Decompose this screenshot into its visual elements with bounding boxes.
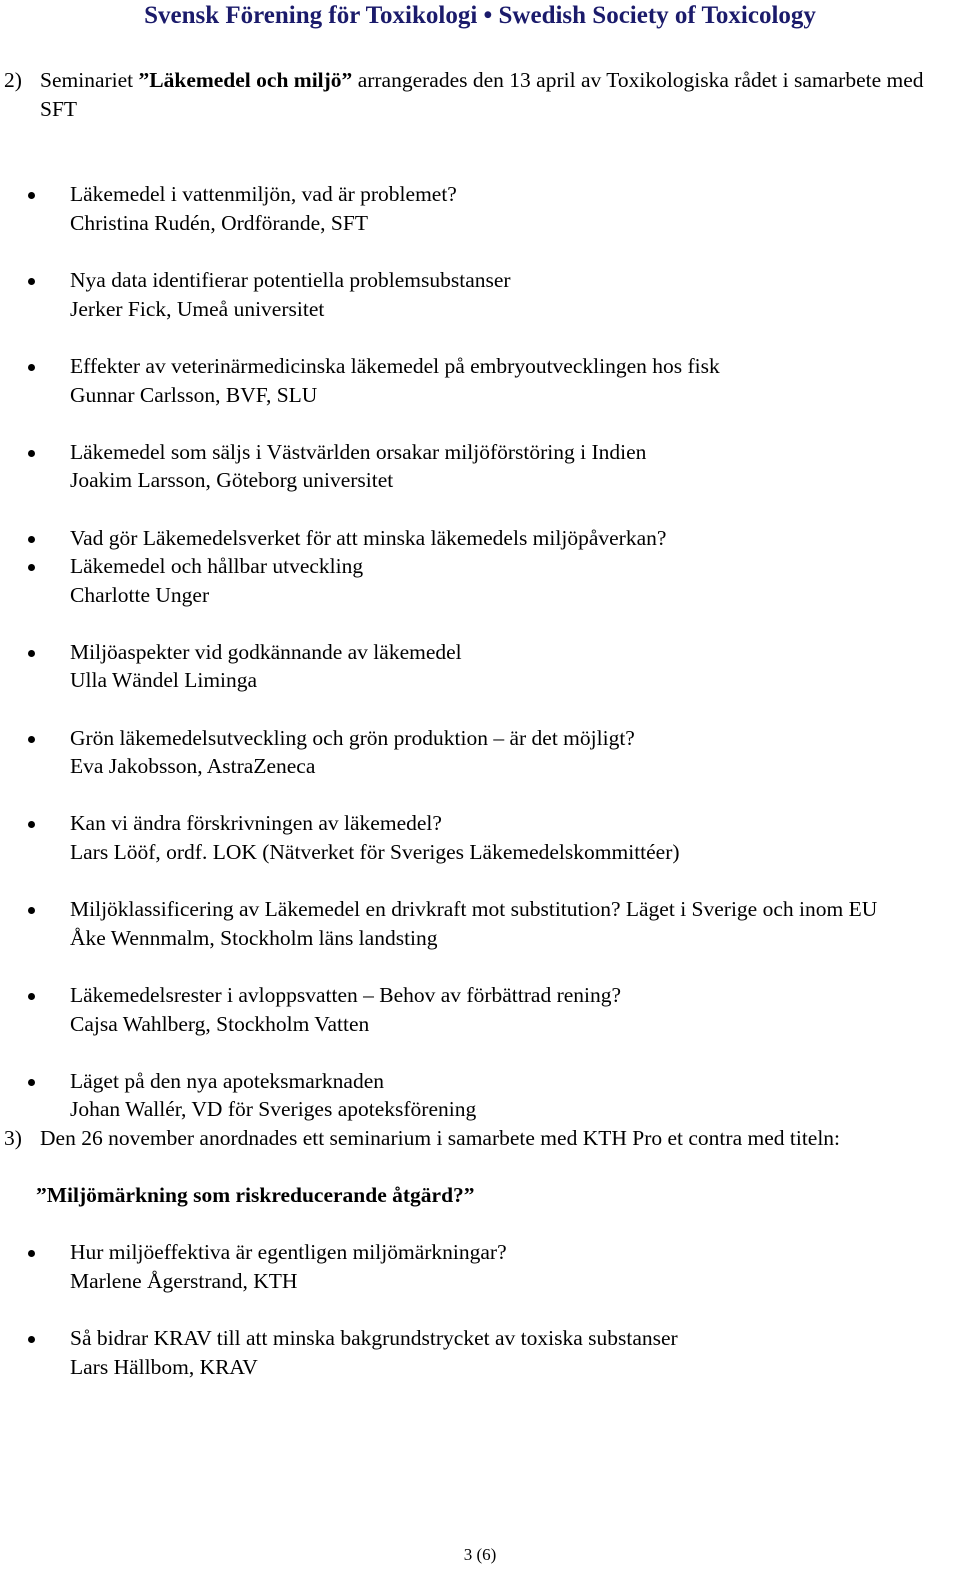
talk-speaker: Marlene Ågerstrand, KTH bbox=[70, 1268, 298, 1293]
section-text: Seminariet bbox=[40, 68, 139, 92]
list-item bbox=[0, 180, 955, 237]
talk-title: Så bidrar KRAV till att minska bakgrundstrycket av toxiska substanser bbox=[70, 1326, 678, 1351]
list-item bbox=[0, 638, 955, 695]
bullet-icon bbox=[28, 650, 35, 657]
section-3-intro bbox=[0, 1124, 955, 1153]
list-item bbox=[0, 352, 955, 409]
talk-speaker: Jerker Fick, Umeå universitet bbox=[70, 296, 325, 321]
list-item bbox=[0, 1238, 955, 1295]
bullet-icon bbox=[28, 364, 35, 371]
section-text: arrangerades den 13 april av Toxikologiska rådet i samarbete med SFT bbox=[40, 68, 924, 121]
bullet-icon bbox=[28, 1250, 35, 1257]
bullet-icon bbox=[28, 450, 35, 457]
seminar-program-list bbox=[0, 180, 955, 1124]
bullet-icon bbox=[28, 1079, 35, 1086]
bullet-icon bbox=[28, 564, 35, 571]
list-item bbox=[0, 895, 955, 952]
talk-title: Läkemedel i vattenmiljön, vad är problemet? bbox=[70, 182, 457, 207]
list-item bbox=[0, 438, 955, 495]
talk-speaker: Joakim Larsson, Göteborg universitet bbox=[70, 468, 394, 493]
talk-speaker: Cajsa Wahlberg, Stockholm Vatten bbox=[70, 1011, 370, 1036]
talk-speaker: Lars Hällbom, KRAV bbox=[70, 1354, 258, 1379]
seminar-title: ”Läkemedel och miljö” bbox=[138, 68, 353, 92]
talk-speaker: Johan Wallér, VD för Sveriges apoteksförening bbox=[70, 1097, 477, 1122]
section-number: 3) bbox=[4, 1125, 22, 1150]
bullet-icon bbox=[28, 1336, 35, 1343]
talk-speaker: Åke Wennmalm, Stockholm läns landsting bbox=[70, 925, 438, 950]
list-item bbox=[0, 1067, 955, 1124]
talk-speaker: Charlotte Unger bbox=[70, 582, 210, 607]
section-2-intro bbox=[0, 66, 955, 123]
talk-speaker: Ulla Wändel Liminga bbox=[70, 668, 258, 693]
talk-title: Miljöklassificering av Läkemedel en drivkraft mot substitution? Läget i Sverige och inom EU bbox=[70, 897, 878, 922]
talk-title: Effekter av veterinärmedicinska läkemedel på embryoutvecklingen hos fisk bbox=[70, 353, 720, 378]
page-header: Svensk Förening för Toxikologi • Swedish Society of Toxicology bbox=[144, 2, 816, 29]
bullet-icon bbox=[28, 192, 35, 199]
talk-title: Hur miljöeffektiva är egentligen miljömärkningar? bbox=[70, 1240, 507, 1265]
talk-title: Nya data identifierar potentiella problemsubstanser bbox=[70, 268, 511, 293]
talk-title: Läkemedel som säljs i Västvärlden orsakar miljöförstöring i Indien bbox=[70, 439, 647, 464]
list-item bbox=[0, 981, 955, 1038]
bullet-icon bbox=[28, 907, 35, 914]
talk-speaker: Gunnar Carlsson, BVF, SLU bbox=[70, 382, 318, 407]
talk-title: Vad gör Läkemedelsverket för att minska läkemedels miljöpåverkan? bbox=[70, 525, 667, 550]
talk-title: Läget på den nya apoteksmarknaden bbox=[70, 1068, 385, 1093]
list-item bbox=[0, 266, 955, 323]
talk-speaker: Lars Lööf, ordf. LOK (Nätverket för Sveriges Läkemedelskommittéer) bbox=[70, 840, 680, 865]
talk-speaker: Christina Rudén, Ordförande, SFT bbox=[70, 210, 368, 235]
bullet-icon bbox=[28, 536, 35, 543]
list-item bbox=[0, 552, 955, 609]
list-item bbox=[0, 1324, 955, 1381]
section-number: 2) bbox=[4, 68, 22, 92]
section-text: Den 26 november anordnades ett seminarium i samarbete med KTH Pro et contra med titeln: bbox=[40, 1125, 841, 1150]
talk-title: Miljöaspekter vid godkännande av läkemedel bbox=[70, 639, 462, 664]
talk-title: Läkemedelsrester i avloppsvatten – Behov av förbättrad rening? bbox=[70, 983, 622, 1007]
bullet-icon bbox=[28, 993, 35, 1000]
bullet-icon bbox=[28, 821, 35, 828]
list-item bbox=[0, 809, 955, 866]
document-body bbox=[0, 66, 955, 1381]
list-item bbox=[0, 524, 955, 553]
bullet-icon bbox=[28, 278, 35, 285]
seminar-title: ”Miljömärkning som riskreducerande åtgärd?” bbox=[36, 1183, 475, 1208]
list-item bbox=[0, 724, 955, 781]
talk-speaker: Eva Jakobsson, AstraZeneca bbox=[70, 754, 316, 779]
page-number: 3 (6) bbox=[463, 1545, 497, 1564]
bullet-icon bbox=[28, 736, 35, 743]
talk-title: Kan vi ändra förskrivningen av läkemedel? bbox=[70, 811, 442, 836]
seminar-program-list bbox=[0, 1238, 955, 1381]
talk-title: Läkemedel och hållbar utveckling bbox=[70, 554, 364, 579]
talk-title: Grön läkemedelsutveckling och grön produktion – är det möjligt? bbox=[70, 725, 635, 750]
